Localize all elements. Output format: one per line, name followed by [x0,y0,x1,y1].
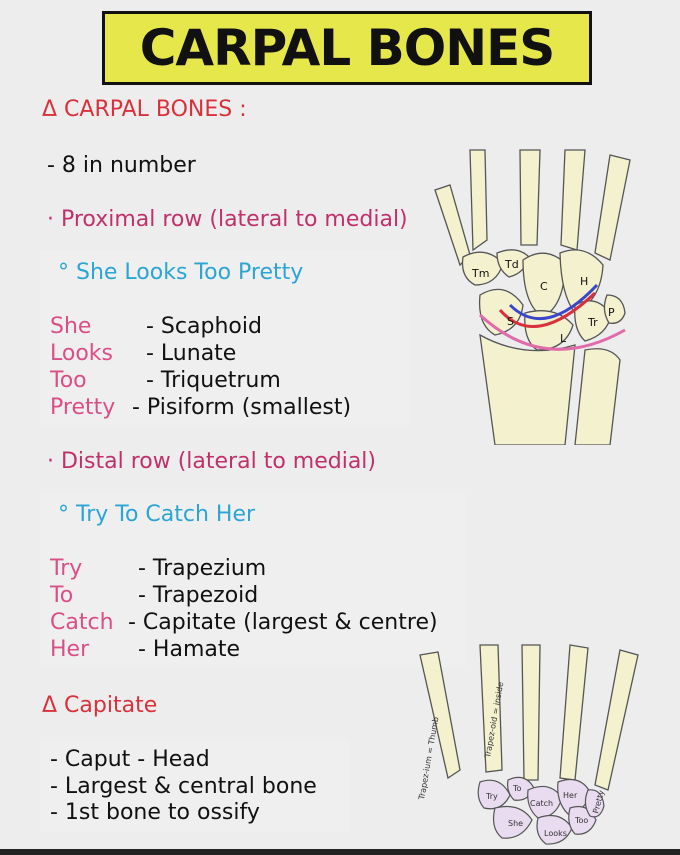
hand-diagram-bottom [410,640,670,852]
metacarpal [470,150,487,250]
label-l: L [560,332,567,345]
label-to: To [513,784,522,793]
mnemonic-word: To [50,583,74,608]
label-catch: Catch [530,799,554,808]
page-title: CARPAL BONES [139,19,555,77]
trapezoid-note: Trapez-oid = inside [483,681,506,759]
label-s: S [507,315,514,328]
bone-name: - Lunate [146,341,237,366]
mnemonic-word: Her [50,637,90,662]
mnemonic-word: She [50,314,92,339]
bone-name: - Trapezium [138,556,267,581]
capitate-heading: Δ Capitate [42,693,158,718]
label-p: P [608,306,615,319]
finger-bone [560,645,588,780]
finger-bone [595,650,638,790]
metacarpal [561,150,585,250]
metacarpal [595,155,630,260]
capitate-point: - Caput - Head [50,747,210,772]
mnemonic-word: Pretty [50,395,116,420]
label-she: She [508,819,524,828]
wrist-diagram-top [425,145,675,445]
metacarpal [520,150,540,245]
capitate-point: - 1st bone to ossify [50,800,260,825]
label-h: H [580,275,589,288]
distal-mnemonic: ° Try To Catch Her [58,502,256,527]
trapezium-note: Trapez-ium = Thumb [417,716,441,801]
label-her: Her [563,791,578,800]
distal-row-heading: · Distal row (lateral to medial) [47,449,376,474]
carpal-bones-heading: Δ CARPAL BONES : [42,97,247,122]
bone-name: - Hamate [138,637,241,662]
mnemonic-word: Looks [50,341,113,366]
label-c: C [540,280,548,293]
label-too: Too [575,816,589,825]
bone-name: - Triquetrum [146,368,281,393]
bone-name: - Capitate (largest & centre) [128,610,438,635]
ulna-bone [575,349,620,445]
label-tm: Tm [472,267,490,280]
finger-bone [522,645,540,780]
bone-name: - Trapezoid [138,583,259,608]
title-banner [102,11,592,85]
proximal-row-heading: · Proximal row (lateral to medial) [47,207,408,232]
bottom-border [0,849,680,855]
label-tr: Tr [588,316,598,329]
capitate-point: - Largest & central bone [50,774,317,799]
label-looks: Looks [544,829,567,838]
bone-name: - Scaphoid [146,314,262,339]
proximal-mnemonic: ° She Looks Too Pretty [58,260,304,285]
label-pretty: Pretty [591,789,607,815]
bone-name: - Pisiform (smallest) [132,395,352,420]
mnemonic-word: Try [50,556,83,581]
metacarpal [435,185,470,265]
mnemonic-word: Too [50,368,87,393]
label-try: Try [486,792,498,801]
label-td: Td [505,258,519,271]
count-line: - 8 in number [47,153,196,178]
mnemonic-word: Catch [50,610,114,635]
radius-bone [480,335,575,445]
